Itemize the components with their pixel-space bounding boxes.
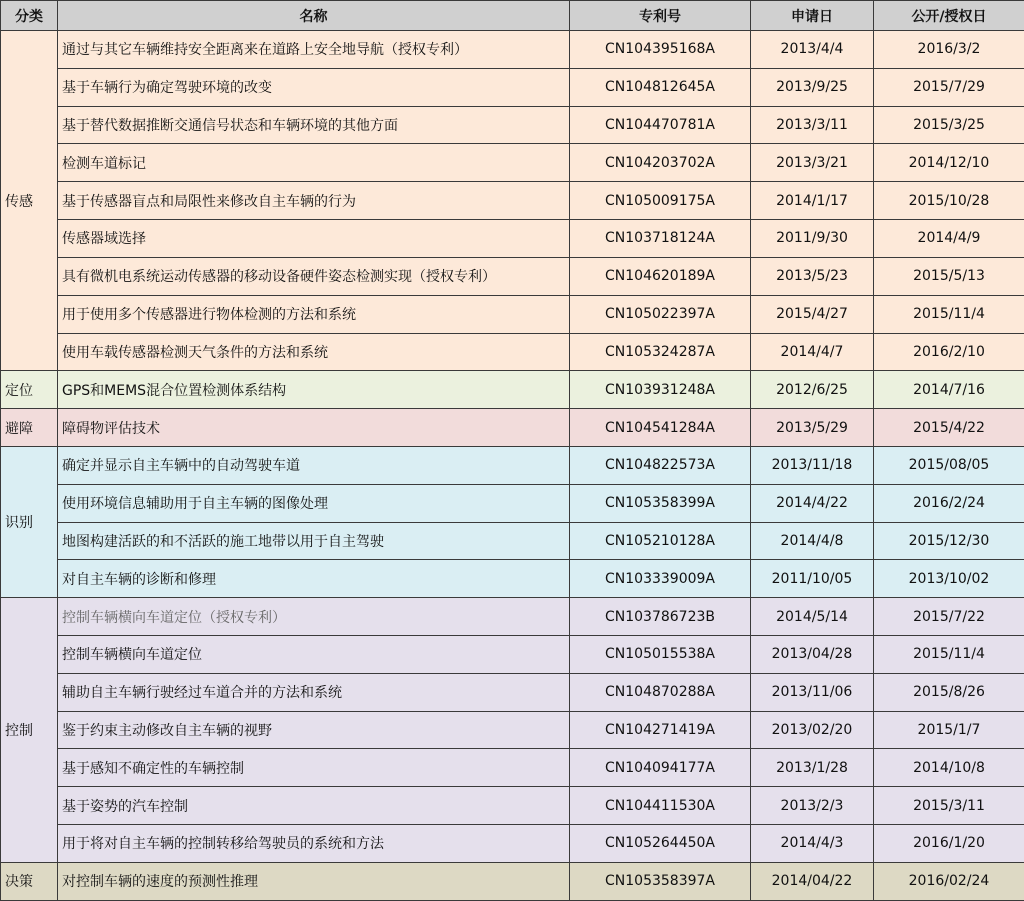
patent-name-cell: GPS和MEMS混合位置检测体系结构 [58,371,570,409]
table-row [1,257,1024,295]
application-date-cell: 2014/1/17 [751,182,874,220]
table-row [1,31,1024,69]
publication-date-cell: 2015/5/13 [874,257,1024,295]
publication-date-cell: 2015/8/26 [874,673,1024,711]
patent-number-cell: CN103718124A [570,220,751,258]
patent-number-cell: CN104094177A [570,749,751,787]
table-row [1,106,1024,144]
patent-name-cell: 基于车辆行为确定驾驶环境的改变 [58,68,570,106]
application-date-cell: 2011/10/05 [751,560,874,598]
header-row [1,1,1024,31]
application-date-cell: 2013/2/3 [751,787,874,825]
patent-name-cell: 具有微机电系统运动传感器的移动设备硬件姿态检测实现（授权专利） [58,257,570,295]
patent-number-cell: CN105210128A [570,522,751,560]
patent-number-cell: CN105358399A [570,484,751,522]
table-row [1,862,1024,900]
patent-name-cell: 确定并显示自主车辆中的自动驾驶车道 [58,446,570,484]
table-row [1,560,1024,598]
patent-name-cell: 用于使用多个传感器进行物体检测的方法和系统 [58,295,570,333]
patent-name-cell: 基于替代数据推断交通信号状态和车辆环境的其他方面 [58,106,570,144]
table-row [1,144,1024,182]
application-date-cell: 2013/04/28 [751,636,874,674]
patent-name-cell: 控制车辆横向车道定位 [58,636,570,674]
application-date-cell: 2013/5/29 [751,409,874,447]
table-row [1,409,1024,447]
application-date-cell: 2014/5/14 [751,598,874,636]
patent-number-cell: CN104470781A [570,106,751,144]
patent-name-cell: 使用车载传感器检测天气条件的方法和系统 [58,333,570,371]
table-row [1,220,1024,258]
publication-date-cell: 2016/1/20 [874,825,1024,863]
patent-name-cell: 对控制车辆的速度的预测性推理 [58,862,570,900]
patent-number-cell: CN105009175A [570,182,751,220]
header-application-date: 申请日 [751,1,874,31]
patent-name-cell: 基于姿势的汽车控制 [58,787,570,825]
category-cell: 决策 [1,862,58,900]
application-date-cell: 2013/9/25 [751,68,874,106]
publication-date-cell: 2015/08/05 [874,446,1024,484]
patent-number-cell: CN105264450A [570,825,751,863]
patent-number-cell: CN105324287A [570,333,751,371]
table-row [1,598,1024,636]
patent-number-cell: CN103931248A [570,371,751,409]
application-date-cell: 2014/4/22 [751,484,874,522]
publication-date-cell: 2016/2/10 [874,333,1024,371]
patent-name-cell: 基于感知不确定性的车辆控制 [58,749,570,787]
patent-name-cell: 鉴于约束主动修改自主车辆的视野 [58,711,570,749]
publication-date-cell: 2014/10/8 [874,749,1024,787]
patent-name-cell: 传感器域选择 [58,220,570,258]
patent-number-cell: CN104271419A [570,711,751,749]
patent-number-cell: CN103339009A [570,560,751,598]
application-date-cell: 2012/6/25 [751,371,874,409]
application-date-cell: 2013/4/4 [751,31,874,69]
publication-date-cell: 2016/02/24 [874,862,1024,900]
patent-name-cell: 用于将对自主车辆的控制转移给驾驶员的系统和方法 [58,825,570,863]
table-row [1,68,1024,106]
patent-number-cell: CN104812645A [570,68,751,106]
table-row [1,636,1024,674]
publication-date-cell: 2015/11/4 [874,636,1024,674]
application-date-cell: 2014/4/8 [751,522,874,560]
application-date-cell: 2013/5/23 [751,257,874,295]
patent-name-cell: 对自主车辆的诊断和修理 [58,560,570,598]
publication-date-cell: 2015/7/29 [874,68,1024,106]
application-date-cell: 2011/9/30 [751,220,874,258]
patent-name-cell: 辅助自主车辆行驶经过车道合并的方法和系统 [58,673,570,711]
application-date-cell: 2013/3/11 [751,106,874,144]
publication-date-cell: 2014/7/16 [874,371,1024,409]
table-row [1,711,1024,749]
publication-date-cell: 2015/3/11 [874,787,1024,825]
publication-date-cell: 2015/3/25 [874,106,1024,144]
application-date-cell: 2014/04/22 [751,862,874,900]
table-row [1,787,1024,825]
patent-name-cell: 障碍物评估技术 [58,409,570,447]
patent-number-cell: CN105358397A [570,862,751,900]
header-category: 分类 [1,1,58,31]
publication-date-cell: 2016/2/24 [874,484,1024,522]
application-date-cell: 2014/4/3 [751,825,874,863]
publication-date-cell: 2015/4/22 [874,409,1024,447]
publication-date-cell: 2015/10/28 [874,182,1024,220]
patent-name-cell: 地图构建活跃的和不活跃的施工地带以用于自主驾驶 [58,522,570,560]
table-row [1,522,1024,560]
publication-date-cell: 2015/12/30 [874,522,1024,560]
patent-number-cell: CN105022397A [570,295,751,333]
patent-number-cell: CN104620189A [570,257,751,295]
table-row [1,295,1024,333]
patent-name-cell: 使用环境信息辅助用于自主车辆的图像处理 [58,484,570,522]
publication-date-cell: 2014/4/9 [874,220,1024,258]
table-body [1,31,1024,901]
table-row [1,825,1024,863]
patent-number-cell: CN104870288A [570,673,751,711]
header-patent-number: 专利号 [570,1,751,31]
publication-date-cell: 2013/10/02 [874,560,1024,598]
publication-date-cell: 2014/12/10 [874,144,1024,182]
category-cell: 识别 [1,446,58,597]
patent-number-cell: CN105015538A [570,636,751,674]
category-cell: 避障 [1,409,58,447]
application-date-cell: 2013/11/18 [751,446,874,484]
patent-number-cell: CN104822573A [570,446,751,484]
patent-name-cell: 控制车辆横向车道定位（授权专利） [58,598,570,636]
publication-date-cell: 2015/1/7 [874,711,1024,749]
patent-number-cell: CN104203702A [570,144,751,182]
patent-number-cell: CN104411530A [570,787,751,825]
patent-name-cell: 通过与其它车辆维持安全距离来在道路上安全地导航（授权专利） [58,31,570,69]
publication-date-cell: 2015/11/4 [874,295,1024,333]
category-cell: 控制 [1,598,58,863]
table-row [1,673,1024,711]
application-date-cell: 2013/1/28 [751,749,874,787]
table-row [1,484,1024,522]
header-publication-date: 公开/授权日 [874,1,1024,31]
patent-number-cell: CN103786723B [570,598,751,636]
application-date-cell: 2013/02/20 [751,711,874,749]
table-row [1,749,1024,787]
patent-number-cell: CN104395168A [570,31,751,69]
category-cell: 定位 [1,371,58,409]
application-date-cell: 2013/11/06 [751,673,874,711]
publication-date-cell: 2015/7/22 [874,598,1024,636]
application-date-cell: 2014/4/7 [751,333,874,371]
publication-date-cell: 2016/3/2 [874,31,1024,69]
application-date-cell: 2013/3/21 [751,144,874,182]
category-cell: 传感 [1,31,58,371]
patent-number-cell: CN104541284A [570,409,751,447]
patent-name-cell: 检测车道标记 [58,144,570,182]
table-row [1,371,1024,409]
patent-name-cell: 基于传感器盲点和局限性来修改自主车辆的行为 [58,182,570,220]
table-row [1,182,1024,220]
table-row [1,333,1024,371]
header-name: 名称 [58,1,570,31]
table-row [1,446,1024,484]
application-date-cell: 2015/4/27 [751,295,874,333]
